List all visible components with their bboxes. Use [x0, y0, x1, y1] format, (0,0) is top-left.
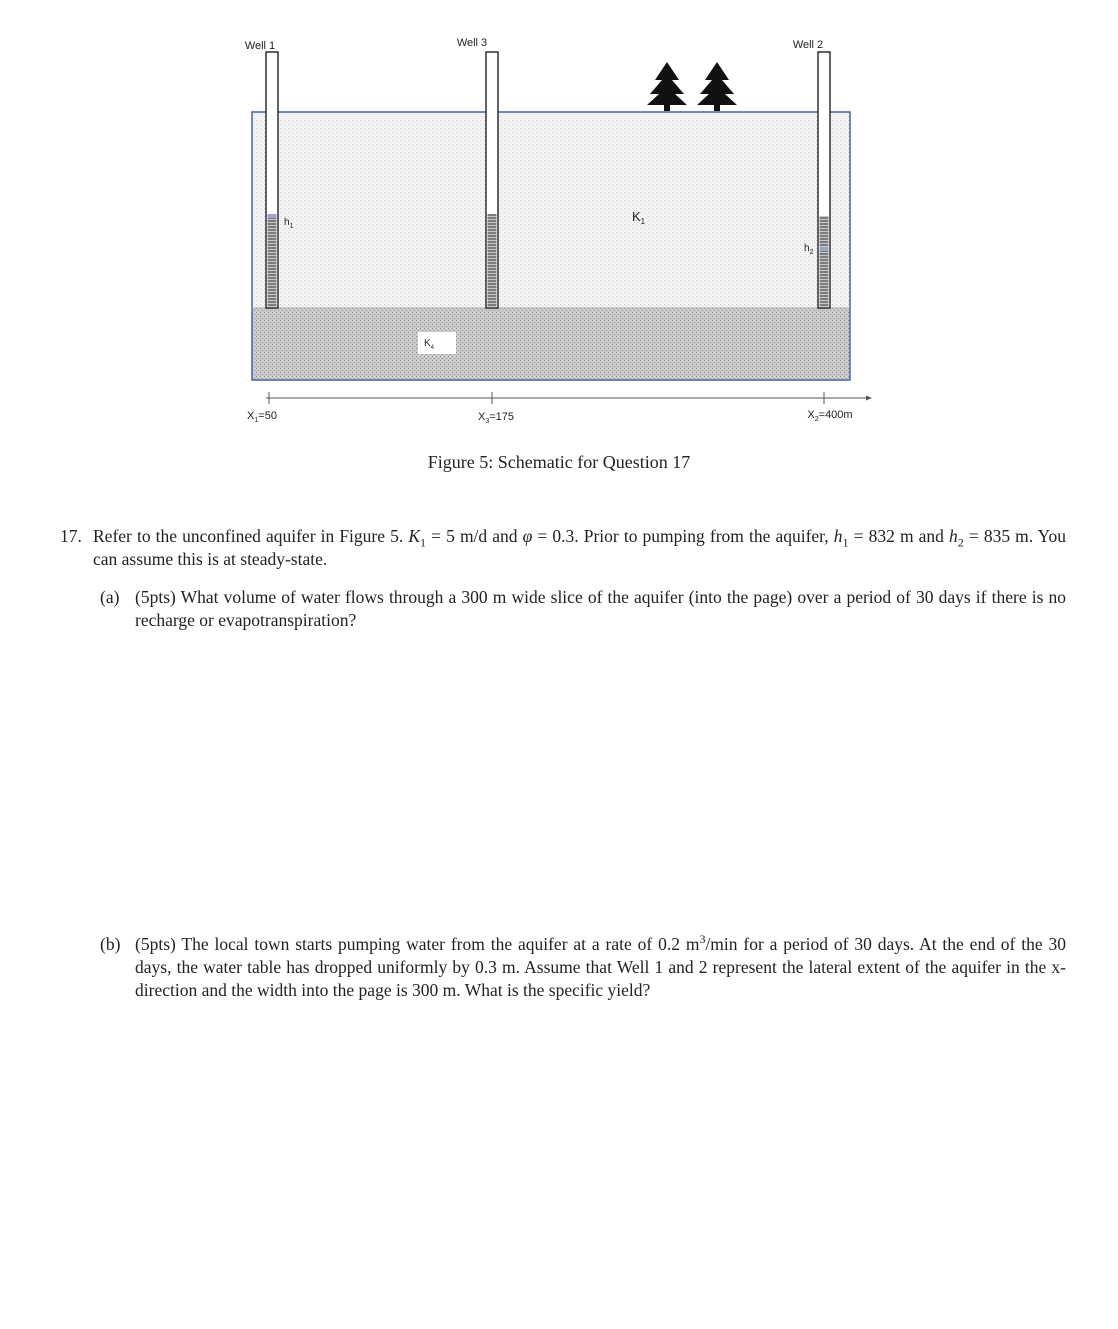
well-1-screen [268, 216, 277, 307]
question-part-a [100, 586, 1066, 632]
k4-label: $K_4$ [424, 338, 435, 351]
h1-label: $h_1$ [284, 217, 294, 230]
lower-aquifer-layer [252, 308, 850, 380]
x-axis-arrow [866, 396, 872, 401]
question-part-b [100, 933, 1066, 1002]
well-1-label: Well 1 [244, 40, 276, 52]
tree-icon [647, 62, 687, 111]
x1-label: $X_1=50$ [247, 410, 277, 424]
figure-caption: Figure 5: Schematic for Question 17 [427, 452, 691, 472]
part-b-tag: (b) [100, 934, 121, 954]
k1-label: $K_1$ [632, 209, 646, 226]
question-17 [60, 525, 1066, 571]
well-2-water-level [820, 247, 829, 251]
upper-aquifer-layer [252, 112, 850, 308]
question-text: Refer to the unconfined aquifer in Figure 5. $K_1 = 5$ m/d and φ = 0.3. Prior to pumping from the aquifer, $h_1 = 832$ m and $h_2 = 835$ m. You can assume this is at steady-state. [93, 526, 1066, 569]
question-number: 17. [60, 526, 82, 546]
part-b-text: (5pts) The local town starts pumping water from the aquifer at a rate of 0.2 $m^3/\min$ for a period of 30 days. At the end of the 30 days, the water table has dropped uniformly by 0.3 m. Assume that Well 1 and 2 represent the lateral extent of the aquifer in the x-direction and the width into the page is 300 m. What is the specific yield? [135, 932, 1067, 1000]
x3-label: $X_3=175$ [477, 411, 515, 425]
part-a-tag: (a) [100, 587, 120, 607]
well-3-screen [488, 214, 497, 307]
tree-icon [697, 62, 737, 111]
h2-label: $h_2$ [804, 243, 814, 256]
aquifer-schematic [0, 0, 1118, 440]
well-2-label: Well 2 [792, 39, 824, 51]
part-a-text: (5pts) What volume of water flows through a 300 m wide slice of the aquifer (into the page) over a period of 30 days if there is no recharge or evapotranspiration? [135, 587, 1066, 630]
well-1-water-level [268, 214, 277, 218]
well-3-label: Well 3 [456, 37, 488, 49]
x2-label: $X_2=400m$ [807, 409, 853, 423]
well-2-screen [820, 216, 829, 307]
